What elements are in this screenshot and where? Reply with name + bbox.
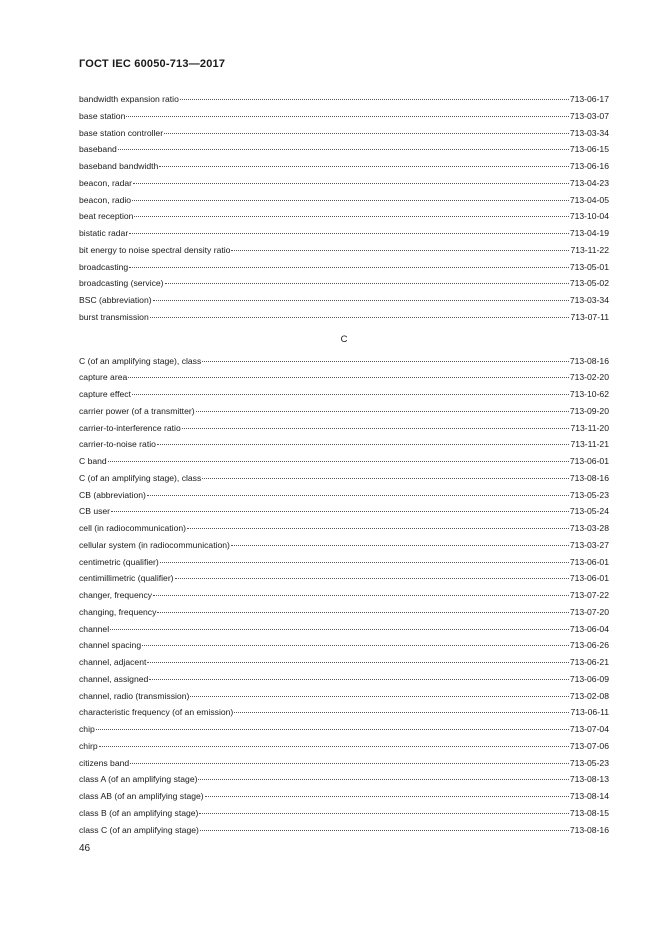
index-entry	[79, 353, 609, 370]
index-code: 713-04-05	[569, 194, 609, 205]
dot-leader	[134, 216, 568, 217]
dot-leader	[153, 300, 569, 301]
dot-leader	[187, 528, 569, 529]
index-code: 713-08-15	[569, 807, 609, 818]
index-entry	[79, 309, 609, 326]
index-entry	[79, 721, 609, 738]
index-code: 713-10-62	[569, 389, 609, 399]
index-entry	[79, 292, 609, 309]
index-code: 713-06-01	[569, 456, 609, 466]
index-term: CB (abbreviation)	[79, 489, 146, 500]
index-code: 713-02-20	[569, 372, 609, 383]
page-header: ГОСТ IEC 60050-713—2017	[79, 58, 226, 70]
index-entry	[79, 453, 609, 470]
index-code: 713-11-20	[570, 422, 609, 433]
index-term: baseband	[79, 144, 117, 155]
index-section-b	[79, 91, 609, 326]
dot-leader	[198, 779, 568, 780]
index-code: 713-08-13	[569, 774, 609, 785]
dot-leader	[200, 830, 569, 831]
index-entry	[79, 788, 609, 805]
dot-leader	[132, 200, 569, 201]
dot-leader	[205, 796, 569, 797]
index-code: 713-06-16	[569, 161, 609, 171]
index-entry	[79, 403, 609, 420]
index-entry	[79, 704, 609, 721]
index-entry	[79, 755, 609, 772]
index-entry	[79, 805, 609, 822]
dot-leader	[234, 712, 569, 713]
index-code: 713-08-16	[569, 824, 609, 835]
index-code: 713-05-24	[569, 506, 609, 517]
index-code: 713-07-22	[569, 590, 609, 600]
index-entry	[79, 654, 609, 671]
index-code: 713-07-11	[570, 311, 609, 322]
index-entry	[79, 420, 609, 437]
index-entry	[79, 554, 609, 571]
index-code: 713-09-20	[569, 405, 609, 416]
index-term: C band	[79, 456, 107, 466]
dot-leader	[182, 428, 570, 429]
index-entry	[79, 671, 609, 688]
dot-leader	[199, 813, 568, 814]
index-entry	[79, 91, 609, 108]
index-code: 713-08-16	[569, 355, 609, 366]
index-entry	[79, 242, 609, 259]
index-entry	[79, 520, 609, 537]
index-term: baseband bandwidth	[79, 161, 159, 171]
index-term: base station controller	[79, 127, 164, 138]
dot-leader	[180, 99, 569, 100]
index-term: cellular system (in radiocommunication)	[79, 539, 230, 550]
index-term: CB user	[79, 506, 111, 517]
index-code: 713-02-08	[569, 690, 609, 701]
index-term: channel, adjacent	[79, 657, 147, 667]
index-term: centimetric (qualifier)	[79, 556, 159, 567]
index-entry	[79, 570, 609, 587]
index-entry	[79, 688, 609, 705]
dot-leader	[133, 183, 569, 184]
index-term: base station	[79, 110, 126, 121]
index-code: 713-03-07	[569, 110, 609, 121]
index-code: 713-05-02	[569, 278, 609, 289]
index-code: 713-07-04	[569, 724, 609, 734]
dot-leader	[159, 166, 568, 167]
index-entry	[79, 369, 609, 386]
index-entry	[79, 158, 609, 175]
section-letter-c: C	[340, 333, 348, 345]
term-index	[79, 91, 609, 838]
dot-leader	[164, 133, 569, 134]
index-code: 713-05-23	[569, 489, 609, 500]
index-section-c	[79, 353, 609, 839]
index-term: chirp	[79, 740, 98, 751]
dot-leader	[157, 612, 568, 613]
index-term: broadcasting (service)	[79, 278, 164, 289]
index-term: BSC (abbreviation)	[79, 295, 152, 305]
index-entry	[79, 637, 609, 654]
index-term: beacon, radio	[79, 194, 132, 205]
index-entry	[79, 225, 609, 242]
dot-leader	[132, 394, 569, 395]
index-term: channel	[79, 623, 110, 634]
dot-leader	[153, 595, 569, 596]
dot-leader	[130, 763, 569, 764]
index-term: carrier-to-interference ratio	[79, 422, 181, 433]
index-code: 713-03-34	[569, 127, 609, 138]
index-term: class A (of an amplifying stage)	[79, 774, 198, 785]
index-entry	[79, 771, 609, 788]
index-code: 713-08-16	[569, 472, 609, 483]
index-term: burst transmission	[79, 311, 149, 322]
index-entry	[79, 192, 609, 209]
dot-leader	[157, 444, 570, 445]
index-term: beacon, radar	[79, 177, 133, 188]
index-term: capture area	[79, 372, 128, 383]
dot-leader	[129, 267, 569, 268]
index-term: characteristic frequency (of an emission)	[79, 707, 234, 718]
index-code: 713-06-01	[569, 556, 609, 567]
index-entry	[79, 208, 609, 225]
index-term: changing, frequency	[79, 606, 157, 617]
index-entry	[79, 141, 609, 158]
index-term: bistatic radar	[79, 228, 129, 238]
index-code: 713-03-28	[569, 523, 609, 533]
index-term: bit energy to noise spectral density ratio	[79, 244, 231, 255]
index-term: channel spacing	[79, 640, 142, 651]
dot-leader	[129, 233, 569, 234]
dot-leader	[128, 377, 569, 378]
index-term: broadcasting	[79, 261, 129, 272]
index-code: 713-06-11	[570, 707, 609, 718]
index-entry	[79, 386, 609, 403]
index-term: channel, assigned	[79, 673, 149, 684]
index-entry	[79, 259, 609, 276]
index-term: carrier power (of a transmitter)	[79, 405, 195, 416]
index-code: 713-05-01	[569, 261, 609, 272]
index-code: 713-11-21	[570, 439, 609, 450]
index-code: 713-07-20	[569, 606, 609, 617]
index-code: 713-06-17	[569, 94, 609, 104]
dot-leader	[108, 461, 569, 462]
dot-leader	[165, 283, 569, 284]
index-term: C (of an amplifying stage), class	[79, 355, 202, 366]
index-term: chip	[79, 724, 95, 734]
index-entry	[79, 738, 609, 755]
index-code: 713-06-21	[569, 657, 609, 667]
index-entry	[79, 587, 609, 604]
index-term: class AB (of an amplifying stage)	[79, 791, 204, 801]
index-code: 713-06-01	[569, 573, 609, 584]
index-term: centimillimetric (qualifier)	[79, 573, 174, 584]
index-code: 713-06-09	[569, 673, 609, 684]
dot-leader	[231, 250, 569, 251]
dot-leader	[196, 411, 569, 412]
index-entry	[79, 175, 609, 192]
index-term: beat reception	[79, 211, 134, 222]
dot-leader	[99, 746, 569, 747]
index-code: 713-03-27	[569, 539, 609, 550]
index-code: 713-06-15	[569, 144, 609, 155]
index-entry	[79, 822, 609, 839]
index-term: citizens band	[79, 757, 130, 768]
index-code: 713-04-23	[569, 177, 609, 188]
index-code: 713-08-14	[569, 791, 609, 801]
index-term: carrier-to-noise ratio	[79, 439, 156, 450]
dot-leader	[96, 729, 569, 730]
index-code: 713-11-22	[570, 244, 609, 255]
index-term: class B (of an amplifying stage)	[79, 807, 199, 818]
index-entry	[79, 487, 609, 504]
dot-leader	[160, 562, 569, 563]
index-code: 713-10-04	[569, 211, 609, 222]
index-term: capture effect	[79, 389, 131, 399]
dot-leader	[231, 545, 569, 546]
index-entry	[79, 537, 609, 554]
index-term: class C (of an amplifying stage)	[79, 824, 199, 835]
dot-leader	[175, 578, 569, 579]
index-code: 713-06-26	[569, 640, 609, 651]
index-entry	[79, 621, 609, 638]
dot-leader	[126, 116, 568, 117]
dot-leader	[111, 511, 569, 512]
page-number: 46	[79, 843, 91, 854]
dot-leader	[190, 696, 568, 697]
index-entry	[79, 470, 609, 487]
index-entry	[79, 604, 609, 621]
dot-leader	[202, 361, 569, 362]
index-code: 713-06-04	[569, 623, 609, 634]
index-code: 713-03-34	[569, 295, 609, 305]
index-code: 713-04-19	[569, 228, 609, 238]
dot-leader	[142, 645, 569, 646]
index-entry	[79, 125, 609, 142]
index-entry	[79, 436, 609, 453]
index-code: 713-07-06	[569, 740, 609, 751]
index-term: changer, frequency	[79, 590, 153, 600]
dot-leader	[118, 149, 569, 150]
index-term: channel, radio (transmission)	[79, 690, 190, 701]
dot-leader	[147, 662, 568, 663]
index-entry	[79, 275, 609, 292]
dot-leader	[150, 317, 570, 318]
dot-leader	[149, 679, 569, 680]
index-term: C (of an amplifying stage), class	[79, 472, 202, 483]
index-code: 713-05-23	[569, 757, 609, 768]
index-term: bandwidth expansion ratio	[79, 94, 179, 104]
index-entry	[79, 503, 609, 520]
dot-leader	[202, 478, 569, 479]
index-entry	[79, 108, 609, 125]
index-term: cell (in radiocommunication)	[79, 523, 186, 533]
dot-leader	[147, 495, 569, 496]
dot-leader	[110, 629, 569, 630]
